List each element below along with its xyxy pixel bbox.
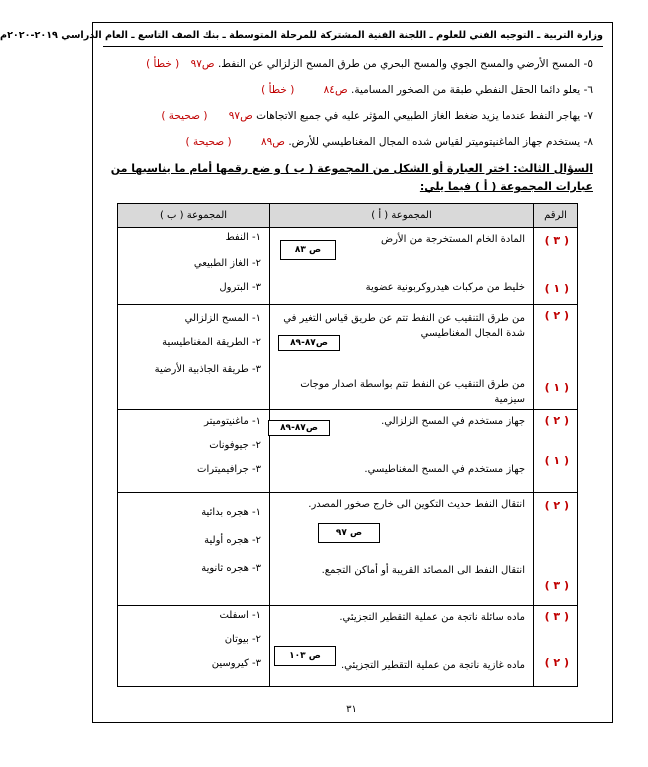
number-cell [534, 305, 578, 410]
group-a-statement: ماده سائلة ناتجة من عملية التقطير التجزيئي. [339, 612, 525, 623]
group-b-item: ٣- هجره ثانوية [201, 563, 261, 574]
group-b-cell [118, 305, 270, 410]
group-a-cell [270, 606, 534, 687]
answer-number: ( ١ ) [544, 282, 569, 295]
table-row [118, 228, 578, 305]
table-row [118, 305, 578, 410]
group-a-statement: ماده غازية ناتجة من عملية التقطير التجزيئي. [340, 660, 525, 671]
answer-number: ( ٢ ) [544, 309, 569, 322]
page-reference-box: ص٨٧-٨٩ [268, 420, 330, 436]
question-3-heading [103, 160, 593, 196]
statement-6 [261, 84, 593, 96]
group-b-item: ٢- بيوتان [224, 634, 261, 645]
group-a-statement: انتقال النفط حديث التكوين الى خارج صخور المصدر. [308, 499, 525, 510]
statement-answer: ( صحيحة ) [161, 110, 208, 122]
statement-page-ref: ص٨٤ [323, 84, 348, 96]
page-header: وزارة التربية ـ التوجيه الفني للعلوم ـ اللجنة الفنية المشتركة للمرحلة المتوسطة ـ بنك الصف التاسع ـ العام الدراسي ٢٠١٩-٢٠٢٠م [0, 30, 603, 41]
answer-number: ( ٣ ) [544, 234, 569, 247]
group-a-statement: خليط من مركبات هيدروكربونية عضوية [365, 282, 525, 293]
statement-page-ref: ص٩٧ [190, 58, 215, 70]
header-group-a: المجموعة ( أ ) [270, 204, 534, 228]
group-b-item: ٢- الطريقة المغناطيسية [162, 337, 261, 348]
statement-answer: ( خطأ ) [261, 84, 295, 96]
answer-number: ( ٢ ) [544, 656, 569, 669]
group-b-item: ١- هجره بدائية [201, 507, 261, 518]
table-row [118, 410, 578, 493]
group-b-item: ١- النفط [225, 232, 261, 243]
answer-number: ( ١ ) [544, 381, 569, 394]
group-a-cell [270, 228, 534, 305]
group-a-cell [270, 493, 534, 606]
number-cell [534, 228, 578, 305]
statement-5 [146, 58, 593, 70]
statement-text: ٦- يعلو دائما الحقل النفطي طبقة من الصخور المسامية. [350, 84, 593, 96]
group-b-item: ١- اسفلت [219, 610, 261, 621]
group-b-item: ٣- كيروسين [211, 658, 261, 669]
table-row [118, 606, 578, 687]
table-row [118, 493, 578, 606]
group-b-item: ١- ماغنيتوميتر [204, 416, 261, 427]
group-b-cell [118, 493, 270, 606]
statement-answer: ( صحيحة ) [185, 136, 232, 148]
group-a-statement: انتقال النفط الى المصائد القريبة أو أماكن التجمع. [321, 565, 525, 576]
number-cell [534, 493, 578, 606]
statement-text: ٧- يهاجر النفط عندما يزيد ضغط الغاز الطبيعي المؤثر عليه في جميع الاتجاهات [256, 110, 593, 122]
group-a-statement: جهاز مستخدم في المسح المغناطيسي. [364, 464, 525, 475]
page-reference-box: ص ٨٣ [280, 240, 336, 260]
statement-7 [161, 110, 593, 122]
question-3-title: السؤال الثالث: اختر العبارة أو الشكل من المجموعة ( ب ) و ضع رقمها أمام ما يناسبها من عبارات المجموعة ( أ ) فيما يلي: [110, 162, 593, 193]
group-a-statement: من طرق التنقيب عن النفط تتم بواسطة اصدار موجات سيزمية [300, 379, 525, 405]
group-b-cell [118, 228, 270, 305]
answer-number: ( ٢ ) [544, 499, 569, 512]
page-reference-box: ص ١٠٣ [274, 646, 336, 666]
group-b-item: ٢- جيوفونات [209, 440, 261, 451]
header-group-b: المجموعة ( ب ) [118, 204, 270, 228]
statement-answer: ( خطأ ) [146, 58, 180, 70]
statement-page-ref: ص٨٩ [261, 136, 285, 148]
statement-text: ٨- يستخدم جهاز الماغنيتوميتر لقياس شده المجال المغناطيسي للأرض. [288, 136, 593, 148]
group-b-item: ١- المسح الزلزالي [184, 313, 261, 324]
group-b-item: ٣- البترول [219, 282, 261, 293]
group-b-item: ٣- طريقة الجاذبية الأرضية [154, 364, 261, 375]
group-b-item: ٢- الغاز الطبيعي [193, 258, 261, 269]
group-a-cell [270, 305, 534, 410]
header-number: الرقم [534, 204, 578, 228]
answer-number: ( ٣ ) [544, 579, 569, 592]
table-header-row [118, 204, 578, 228]
group-a-statement: المادة الخام المستخرجة من الأرض [380, 234, 525, 245]
number-cell [534, 410, 578, 493]
statement-8 [186, 136, 593, 148]
group-b-cell [118, 606, 270, 687]
page-reference-box: ص ٩٧ [318, 523, 380, 543]
group-b-item: ٣- جرافيميترات [197, 464, 261, 475]
group-a-cell [270, 410, 534, 493]
group-b-cell [118, 410, 270, 493]
answer-number: ( ٣ ) [544, 610, 569, 623]
statement-text: ٥- المسح الأرضي والمسح الجوي والمسح البحري من طرق المسح الزلزالي عن النفط. [217, 58, 593, 70]
number-cell [534, 606, 578, 687]
statement-page-ref: ص٩٧ [228, 110, 253, 122]
answer-number: ( ٢ ) [544, 414, 569, 427]
group-b-item: ٢- هجره أولية [204, 535, 261, 546]
group-a-statement: جهاز مستخدم في المسح الزلزالي. [381, 416, 525, 427]
matching-table [117, 203, 578, 687]
page-number: ٣١ [346, 704, 357, 715]
group-a-statement: من طرق التنقيب عن النفط تتم عن طريق قياس التغير في شدة المجال المغناطيسي [283, 313, 525, 339]
answer-number: ( ١ ) [544, 454, 569, 467]
page-reference-box: ص٨٧-٨٩ [278, 335, 340, 351]
header-divider [103, 46, 603, 47]
